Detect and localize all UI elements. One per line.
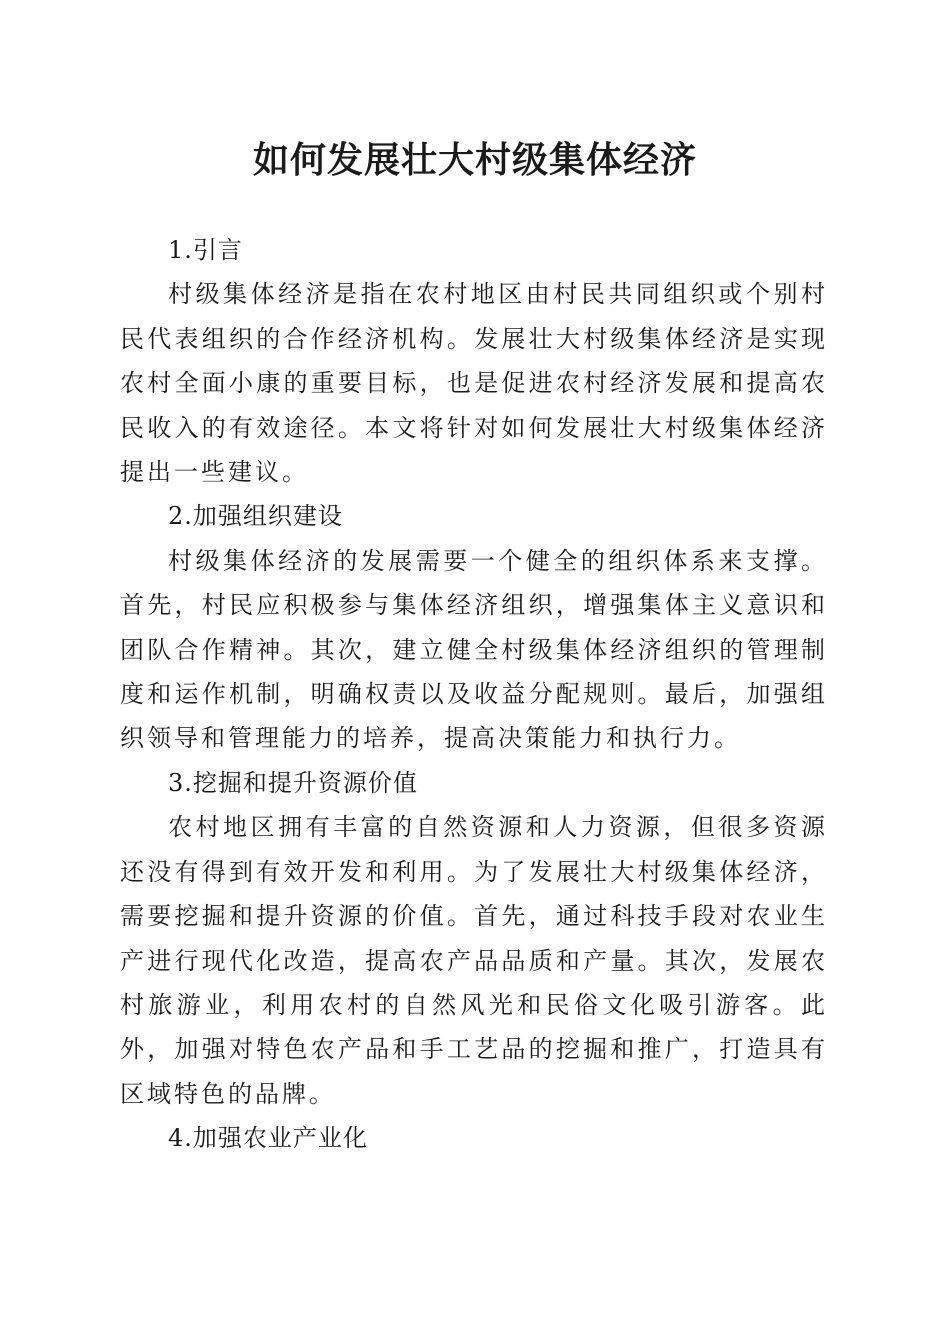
section-heading-agriculture: 4.加强农业产业化 [168, 1124, 368, 1153]
document-body [120, 228, 828, 1161]
section-heading-resources: 3.挖掘和提升资源价值 [168, 768, 418, 797]
section-paragraph-intro: 村级集体经济是指在农村地区由村民共同组织或个别村民代表组织的合作经济机构。发展壮大村级集体经济是实现农村全面小康的重要目标，也是促进农村经济发展和提高农民收入的有效途径。本文将针对如何发展壮大村级集体经济提出一些建议。 [120, 280, 828, 487]
section-paragraph-resources: 农村地区拥有丰富的自然资源和人力资源，但很多资源还没有得到有效开发和利用。为了发展壮大村级集体经济，需要挖掘和提升资源的价值。首先，通过科技手段对农业生产进行现代化改造，提高农产品品质和产量。其次，发展农村旅游业，利用农村的自然风光和民俗文化吸引游客。此外，加强对特色农产品和手工艺品的挖掘和推广，打造具有区域特色的品牌。 [120, 813, 828, 1108]
document-title: 如何发展壮大村级集体经济 [252, 139, 697, 181]
section-paragraph-organization: 村级集体经济的发展需要一个健全的组织体系来支撑。首先，村民应积极参与集体经济组织，增强集体主义意识和团队合作精神。其次，建立健全村级集体经济组织的管理制度和运作机制，明确权责以及收益分配规则。最后，加强组织领导和管理能力的培养，提高决策能力和执行力。 [120, 546, 828, 753]
section-heading-organization: 2.加强组织建设 [168, 502, 343, 531]
section-heading-intro: 1.引言 [168, 236, 243, 264]
